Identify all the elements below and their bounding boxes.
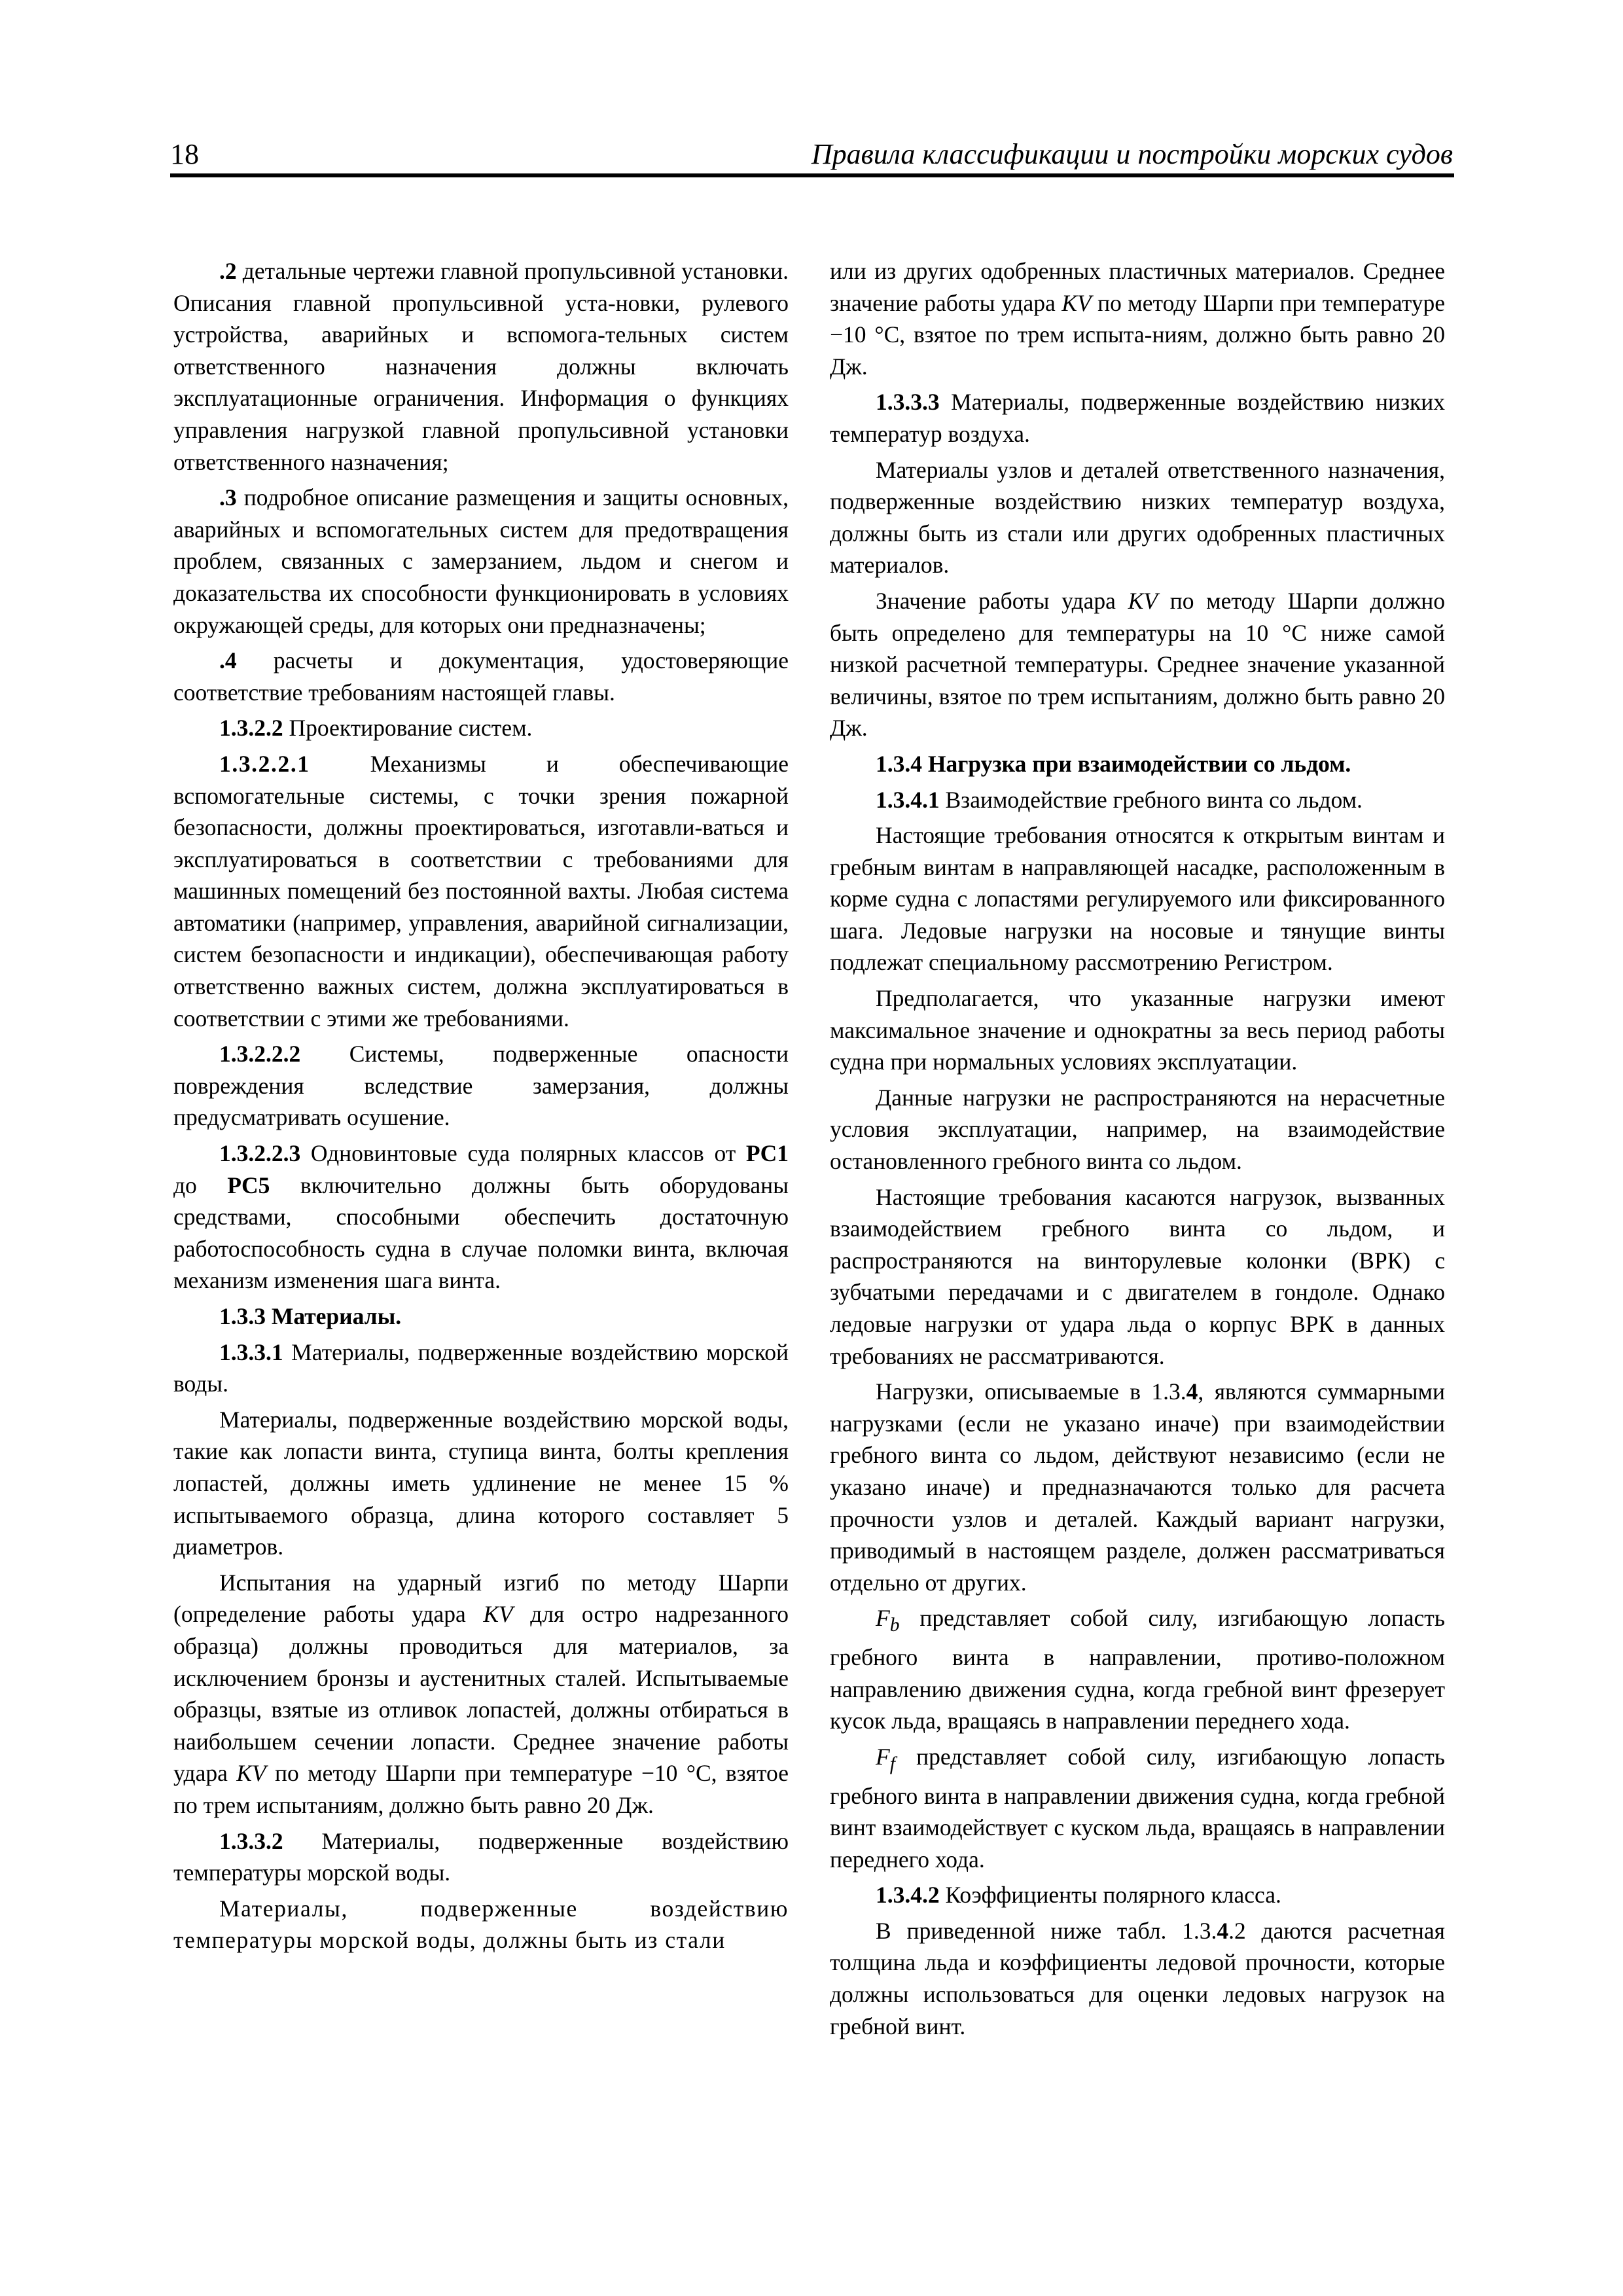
symbol-kv: KV [483, 1601, 513, 1628]
paragraph [173, 645, 789, 708]
paragraph [173, 1825, 789, 1889]
paragraph-text: для остро надрезанного образца) должны проводиться для материалов, за исключением бронзы и аустенитных сталей. Испытываемые образцы, взятые из отливок лопастей, должны отбираться в наибольшем сечении лопасти. Среднее значение работы удара [173, 1601, 789, 1787]
paragraph [173, 1893, 789, 1956]
paragraph-text: или из других одобренных пластичных материалов. Среднее значение работы удара [830, 258, 1445, 316]
paragraph-text: , являются суммарными нагрузками (если не указано иначе) при взаимодействии гребного винта со льдом, действуют независимо (если не указано иначе) и предназначаются только для расчета прочности узлов и деталей. Каждый вариант нагрузки, приводимый в настоящем разделе, должен рассматриваться отдельно от других. [830, 1378, 1445, 1596]
paragraph-text: по методу Шарпи при температуре −10 °C, взятое по трем испытаниям, должно быть равно 20 Дж. [173, 1760, 789, 1818]
section-heading [173, 1300, 789, 1333]
paragraph-text: Настоящие требования касаются нагрузок, вызванных взаимодействием гребного винта со льдом, и распространяются на винторулевые колонки (ВРК) с зубчатыми передачами и с двигателем в гондоле. Однако ледовые нагрузки от удара льда о корпус ВРК в данных требованиях не рассматриваются. [830, 1183, 1445, 1369]
paragraph-text: Значение работы удара [876, 587, 1128, 614]
section-ref: 4 [1217, 1917, 1229, 1944]
heading-text: 1.3.3 Материалы. [219, 1303, 402, 1329]
paragraph-text: Материалы, подверженные воздействию температуры морской воды. [173, 1827, 789, 1886]
paragraph [830, 255, 1445, 382]
section-number: 1.3.2.2.3 [219, 1140, 301, 1167]
paragraph [830, 1181, 1445, 1372]
paragraph [173, 1567, 789, 1821]
symbol-kv: KV [236, 1760, 266, 1787]
paragraph-text: Системы, подверженные опасности повреждения вследствие замерзания, должны предусматривать осушение. [173, 1041, 789, 1131]
force-subscript: b [889, 1615, 900, 1636]
paragraph [830, 386, 1445, 450]
section-heading [830, 748, 1445, 780]
polar-class-code: PC1 [745, 1140, 789, 1167]
paragraph-text: подробное описание размещения и защиты основных, аварийных и вспомогательных систем для предотвращения проблем, связанных с замерзанием, льдом и снегом и доказательства их способности функционировать в условиях окружающей среды, для которых они предназначены; [173, 484, 789, 638]
symbol-kv: KV [1061, 289, 1092, 316]
force-subscript: f [889, 1753, 895, 1774]
heading-text: 1.3.4 Нагрузка при взаимодействии со льдом. [876, 750, 1351, 777]
paragraph-text: Материалы, подверженные воздействию температуры морской воды, должны быть из стали [173, 1895, 789, 1954]
paragraph [173, 1336, 789, 1400]
paragraph [173, 255, 789, 478]
paragraph [830, 454, 1445, 581]
paragraph [173, 748, 789, 1034]
paragraph-text: представляет собой силу, изгибающую лопасть гребного винта в направлении, противо-положном направлению движения судна, когда гребной винт фрезерует кусок льда, вращаясь в направлении переднего хода. [830, 1605, 1445, 1734]
section-number: 1.3.4.1 [876, 786, 940, 813]
item-number: .4 [219, 647, 237, 674]
paragraph-text: Настоящие требования относятся к открытым винтам и гребным винтам в направляющей насадке, расположенным в корме судна с лопастями регулируемого или фиксированного шага. Ледовые нагрузки на носовые и тянущие винты подлежат специальному рассмотрению Регистром. [830, 822, 1445, 976]
section-number: 1.3.3.3 [876, 389, 940, 416]
paragraph [830, 1376, 1445, 1598]
paragraph-text: Нагрузки, описываемые в 1.3. [876, 1378, 1186, 1405]
running-title: Правила классификации и постройки морских судов [811, 138, 1453, 170]
left-column [173, 255, 789, 1956]
paragraph [173, 1038, 789, 1134]
paragraph [830, 1741, 1445, 1875]
paragraph [830, 1602, 1445, 1736]
section-number: 1.3.3.1 [219, 1338, 283, 1365]
paragraph [173, 712, 789, 744]
paragraph-text: расчеты и документация, удостоверяющие соответствие требованиям настоящей главы. [173, 647, 789, 706]
polar-class-code: PC5 [227, 1172, 270, 1198]
paragraph [830, 819, 1445, 978]
paragraph [830, 1915, 1445, 2042]
paragraph-text: по методу Шарпи при температуре −10 °C, взятое по трем испыта-ниям, должно быть равно 20 Дж. [830, 289, 1445, 380]
symbol-kv: KV [1128, 587, 1158, 614]
paragraph [830, 585, 1445, 744]
paragraph-text: Материалы, подверженные воздействию морской воды, такие как лопасти винта, ступица винта, болты крепления лопастей, должны иметь удлинение не менее 15 % испытываемого образца, длина которого составляет 5 диаметров. [173, 1406, 789, 1560]
paragraph-text: Взаимодействие гребного винта со льдом. [939, 786, 1363, 813]
paragraph-text: включительно должны быть оборудованы средствами, способными обеспечить достаточную работоспособность судна в случае поломки винта, включая механизм изменения шага винта. [173, 1172, 789, 1294]
paragraph-text: представляет собой силу, изгибающую лопасть гребного винта в направлении движения судна, когда гребной винт взаимодействует с куском льда, вращаясь в направлении переднего хода. [830, 1743, 1445, 1873]
paragraph [830, 784, 1445, 816]
item-number: .2 [219, 258, 237, 284]
force-symbol: F [876, 1743, 890, 1770]
paragraph [173, 1404, 789, 1563]
force-symbol: F [876, 1605, 890, 1632]
section-number: 1.3.3.2 [219, 1827, 283, 1854]
paragraph [830, 1879, 1445, 1911]
paragraph-text: по методу Шарпи должно быть определено для температуры на 10 °C ниже самой низкой расчетной температуры. Среднее значение указанной величины, взятое по трем испытаниям, должно быть равно 20 Дж. [830, 587, 1445, 742]
section-number: 1.3.2.2.2 [219, 1041, 301, 1067]
paragraph [173, 482, 789, 641]
paragraph-text: Проектирование систем. [283, 715, 533, 742]
section-number: 1.3.2.2 [219, 715, 283, 742]
paragraph-text: Механизмы и обеспечивающие вспомогательные системы, с точки зрения пожарной безопасности, должны проектироваться, изготавли-ваться и эксплуатироваться в соответствии с требованиями для машинных помещений без постоянной вахты. Любая система автоматики (например, управления, аварийной сигнализации, систем безопасности и индикации), обеспечивающая работу ответственно важных систем, должна эксплуатироваться в соответствии с этими же требованиями. [173, 750, 789, 1031]
paragraph [830, 1082, 1445, 1177]
paragraph [830, 982, 1445, 1078]
paragraph-text: детальные чертежи главной пропульсивной установки. Описания главной пропульсивной уста-новки, рулевого устройства, аварийных и вспомога-тельных систем ответственного назначения должны включать эксплуатационные ограничения. Информация о функциях управления нагрузкой главной пропульсивной установки ответственного назначения; [173, 258, 789, 475]
paragraph [173, 1138, 789, 1297]
page-number: 18 [170, 138, 199, 170]
paragraph-text: до [173, 1172, 228, 1198]
paragraph-text: Одновинтовые суда полярных классов от [300, 1140, 746, 1167]
item-number: .3 [219, 484, 237, 511]
section-number: 1.3.2.2.1 [219, 750, 310, 777]
section-number: 1.3.4.2 [876, 1882, 940, 1909]
header-rule [170, 173, 1454, 177]
paragraph-text: Коэффициенты полярного класса. [939, 1882, 1281, 1909]
paragraph-text: Испытания на ударный изгиб по методу Шарпи (определение работы удара [173, 1569, 789, 1628]
paragraph-text: Предполагается, что указанные нагрузки имеют максимальное значение и однократны за весь период работы судна при нормальных условиях эксплуатации. [830, 985, 1445, 1075]
paragraph-text: .2 даются расчетная толщина льда и коэффициенты ледовой прочности, которые должны использоваться для оценки ледовых нагрузок на гребной винт. [830, 1917, 1445, 2039]
paragraph-text: Материалы, подверженные воздействию низких температур воздуха. [830, 389, 1445, 447]
paragraph-text: В приведенной ниже табл. 1.3. [876, 1917, 1217, 1944]
paragraph-text: Материалы узлов и деталей ответственного назначения, подверженные воздействию низких температур воздуха, должны быть из стали или других одобренных пластичных материалов. [830, 456, 1445, 579]
paragraph-text: Материалы, подверженные воздействию морской воды. [173, 1338, 789, 1397]
paragraph-text: Данные нагрузки не распространяются на нерасчетные условия эксплуатации, например, на взаимодействие остановленного гребного винта со льдом. [830, 1084, 1445, 1175]
right-column [830, 255, 1445, 2042]
section-ref: 4 [1186, 1378, 1198, 1405]
